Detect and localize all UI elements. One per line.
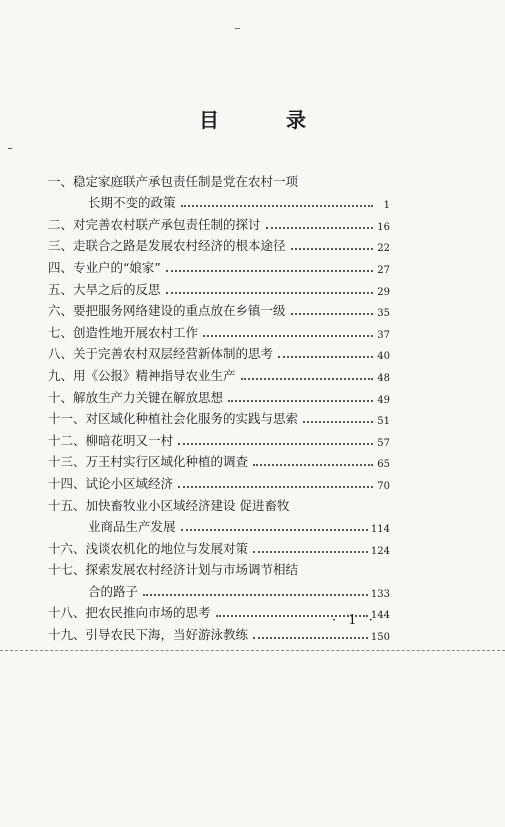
toc-entry-title: 对完善农村联产承包责任制的探讨	[73, 216, 261, 232]
toc-entry-page: 144	[370, 610, 390, 622]
toc-entry-title: 合的路子	[88, 583, 139, 599]
toc-entry	[48, 535, 390, 557]
dot-leader	[303, 421, 373, 423]
toc-entry-number: 十七、	[48, 562, 86, 578]
toc-entry-title: 业商品生产发展	[88, 519, 176, 535]
toc-entry-page: 37	[377, 329, 390, 341]
toc-entry-title: 大旱之后的反思	[73, 281, 161, 297]
toc-entry	[48, 514, 390, 536]
toc-entry	[48, 470, 390, 492]
toc-entry-number: 二、	[48, 216, 74, 232]
toc-entry-page: 27	[377, 264, 390, 276]
toc-entry-page: 65	[377, 459, 390, 471]
toc-entry-title: 要把服务网络建设的重点放在乡镇一级	[73, 303, 286, 319]
toc-entry	[48, 362, 390, 384]
toc-entry	[48, 449, 390, 471]
toc-entry-title: 对区域化种植社会化服务的实践与思索	[85, 411, 299, 427]
toc-entry-page: 114	[370, 524, 390, 536]
toc-entry-title: 解放生产力关键在解放思想	[73, 389, 224, 405]
dot-leader	[181, 205, 373, 207]
toc-entry-page: 29	[377, 286, 390, 298]
dot-leader	[278, 356, 373, 358]
toc-entry-page: 70	[377, 480, 390, 492]
toc-entry	[48, 298, 390, 320]
toc-entry-title: 关于完善农村双层经营新体制的思考	[73, 346, 274, 362]
toc-entry-title: 引导农民下海，当好游泳教练	[85, 627, 249, 643]
toc-entry-page: 49	[377, 394, 390, 406]
toc-entry	[48, 233, 390, 255]
toc-entry-page: 48	[377, 372, 390, 384]
toc-entry-page: 16	[377, 221, 390, 233]
dot-leader	[178, 486, 373, 488]
toc-entry-number: 一、	[48, 173, 74, 189]
toc-entry	[48, 168, 390, 190]
dot-leader	[241, 378, 373, 380]
toc-entry-number: 八、	[48, 346, 74, 362]
toc-entry-number: 十六、	[48, 540, 86, 556]
toc-entry-number: 六、	[48, 303, 74, 319]
toc-entry-number: 七、	[48, 324, 74, 340]
toc-entry	[48, 341, 390, 363]
toc-entry	[48, 190, 390, 212]
toc-entry-page: 1	[383, 200, 390, 212]
toc-entry	[48, 578, 390, 600]
toc-entry	[48, 254, 390, 276]
page-title: 目 录	[199, 108, 336, 132]
toc-entry-number: 三、	[48, 238, 74, 254]
toc-entry-page: 51	[377, 416, 390, 428]
toc-entry-number: 十一、	[48, 411, 86, 427]
toc-entry-number: 九、	[48, 367, 74, 383]
toc-entry-title: 稳定家庭联产承包责任制是党在农村一项	[73, 173, 299, 189]
dot-leader	[253, 637, 368, 639]
toc-entry-title: 万王村实行区域化种植的调查	[85, 454, 249, 470]
toc-entry	[48, 319, 390, 341]
toc-entry-page: 150	[370, 632, 390, 644]
toc-entry-page: 40	[377, 351, 390, 363]
toc-entry-page: 133	[370, 588, 390, 600]
toc-entry-title: 专业户的“娘家”	[73, 259, 161, 275]
toc-entry-page: 22	[377, 243, 390, 255]
page-number: · 1 ·	[332, 613, 377, 628]
dot-leader	[203, 335, 373, 337]
toc-entry	[48, 557, 390, 579]
toc-entry-number: 十八、	[48, 605, 86, 621]
toc-entry	[48, 384, 390, 406]
toc-entry-number: 十二、	[48, 432, 86, 448]
page-edge-rule	[0, 650, 505, 651]
scan-mark	[8, 148, 12, 149]
toc-entry-number: 十九、	[48, 627, 86, 643]
toc-entry-title: 走联合之路是发展农村经济的根本途径	[73, 238, 286, 254]
toc-entry-title: 加快畜牧业小区域经济建设 促进畜牧	[85, 497, 290, 513]
toc-entry-title: 用《公报》精神指导农业生产	[73, 367, 236, 383]
dot-leader	[253, 551, 368, 553]
dot-leader	[166, 292, 373, 294]
dot-leader	[253, 464, 373, 466]
toc-entry-page: 57	[377, 437, 390, 449]
toc-entry-number: 四、	[48, 259, 74, 275]
dot-leader	[291, 313, 373, 315]
toc-entry	[48, 276, 390, 298]
toc-entry	[48, 406, 390, 428]
toc-entry-number: 十三、	[48, 454, 86, 470]
toc-entry-title: 把农民推向市场的思考	[85, 605, 211, 621]
dot-leader	[143, 594, 368, 596]
toc-entry-title: 试论小区域经济	[85, 475, 174, 491]
scan-mark	[235, 28, 240, 29]
toc-entry-title: 探索发展农村经济计划与市场调节相结	[85, 562, 299, 578]
toc-entry	[48, 211, 390, 233]
toc-entry-title: 创造性地开展农村工作	[73, 324, 199, 340]
toc-entry-number: 十、	[48, 389, 74, 405]
toc-entry-number: 十五、	[48, 497, 86, 513]
dot-leader	[291, 248, 373, 250]
dot-leader	[181, 529, 368, 531]
dot-leader	[178, 443, 373, 445]
toc-entry-title: 长期不变的政策	[88, 195, 176, 211]
toc-entry-number: 五、	[48, 281, 74, 297]
dot-leader	[228, 400, 373, 402]
toc-entry-title: 柳暗花明又一村	[85, 432, 174, 448]
toc-entry-number: 十四、	[48, 475, 86, 491]
dot-leader	[266, 227, 373, 229]
toc-entry	[48, 492, 390, 514]
table-of-contents	[48, 168, 390, 643]
dot-leader	[166, 270, 373, 272]
toc-entry-page: 124	[370, 545, 390, 557]
toc-entry	[48, 427, 390, 449]
toc-entry-page: 35	[377, 308, 390, 320]
toc-entry-title: 浅谈农机化的地位与发展对策	[85, 540, 249, 556]
